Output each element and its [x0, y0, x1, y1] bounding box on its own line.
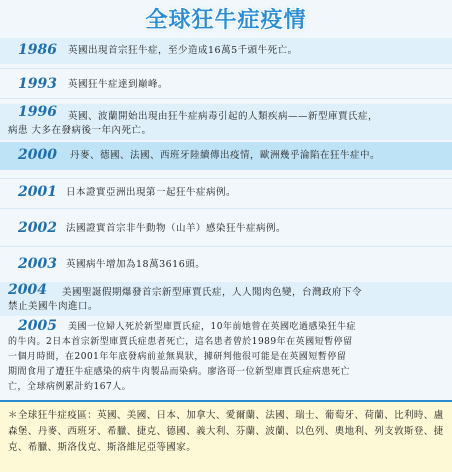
year-label: 2003 [18, 256, 57, 272]
year-label: 2000 [18, 147, 57, 163]
timeline-text: 英國、波蘭開始出現由狂牛症病毒引起的人類疾病——新型庫賈氏症， 病患 大多在發病後一年內死亡。 [8, 111, 379, 136]
timeline-text: 英國病牛增加為18萬3616頭。 [66, 259, 206, 270]
timeline-text: 英國狂牛症達到巔峰。 [68, 79, 169, 90]
year-label: 1986 [18, 42, 57, 58]
divider [0, 246, 452, 247]
timeline-text: 美國一位婦人死於新型庫賈氏症，10年前她曾在英國吃過感染狂牛症 的牛肉。2日本首宗新型庫賈氏症患者死亡，這名患者曾於1989年在英國短暫停留 一個月時間，在2001年年底發病前並無異狀，據研判他很可能是在英國短暫停留 期間食用了遭狂牛症感染的病牛肉製品而染病。廖洛哥一位新型庫賈氏症病患死亡 亡，全球病例累計約167人。 [8, 322, 356, 392]
year-label: 2002 [18, 220, 57, 236]
timeline-text: 丹麥、德國、法國、西班牙陸續傳出疫情，歐洲幾乎淪陷在狂牛症中。 [70, 150, 381, 161]
divider [0, 98, 452, 99]
year-label: 2004 [8, 282, 47, 298]
affected-countries-text: ＊全球狂牛症疫區：英國、美國、日本、加拿大、愛爾蘭、法國、瑞士、葡萄牙、荷蘭、比利時、盧森堡、丹麥、西班牙、希臘、捷克、德國、義大利、芬蘭、波蘭、以色列、奧地利、列支敦斯登、捷克、希臘、斯洛伐克、斯洛維尼亞等國家。 [8, 410, 444, 453]
timeline-text: 英國出現首宗狂牛症，至少造成16萬5千頭牛死亡。 [68, 45, 298, 56]
timeline-text: 美國聖誕假期爆發首宗新型庫賈氏症，人人聞肉色變，台灣政府下令 禁止美國牛肉進口。 [8, 287, 363, 312]
timeline-text: 法國證實首宗非牛動物（山羊）感染狂牛症病例。 [66, 223, 287, 234]
divider [0, 178, 452, 179]
year-label: 1996 [18, 104, 57, 120]
year-label: 2001 [18, 184, 57, 200]
year-label: 1993 [18, 76, 57, 92]
page-title: 全球狂牛症疫情 [145, 8, 307, 33]
year-label: 2005 [18, 318, 57, 334]
timeline-text: 日本證實亞洲出現第一起狂牛症病例。 [66, 187, 237, 198]
affected-countries-box [0, 400, 452, 472]
divider [0, 68, 452, 69]
divider [0, 208, 452, 209]
